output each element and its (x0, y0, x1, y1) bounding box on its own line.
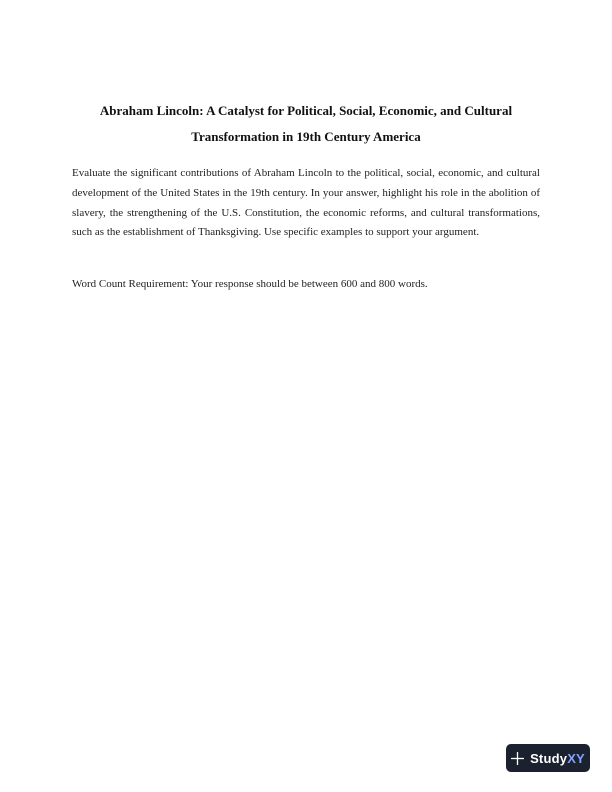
title-line-2: Transformation in 19th Century America (191, 129, 421, 144)
assignment-prompt: Evaluate the significant contributions of Abraham Lincoln to the political, social, economic, and cultural development of the United States in the 19th century. In your answer, highlight his role in the abolition of slavery, the strengthening of the U.S. Constitution, the economic reforms, and cultural transformations, such as the establishment of Thanksgiving. Use specific examples to support your argument. (72, 167, 540, 239)
plus-icon (511, 752, 524, 765)
studyxy-logo-badge[interactable] (506, 744, 590, 772)
brand-name-part-2: XY (567, 750, 585, 766)
brand-name-part-1: Study (530, 750, 568, 766)
title-line-1: Abraham Lincoln: A Catalyst for Political, Social, Economic, and Cultural (99, 103, 513, 118)
document-title (60, 98, 552, 150)
brand-name (530, 751, 585, 766)
word-count-requirement: Word Count Requirement: Your response should be between 600 and 800 words. (72, 278, 428, 290)
